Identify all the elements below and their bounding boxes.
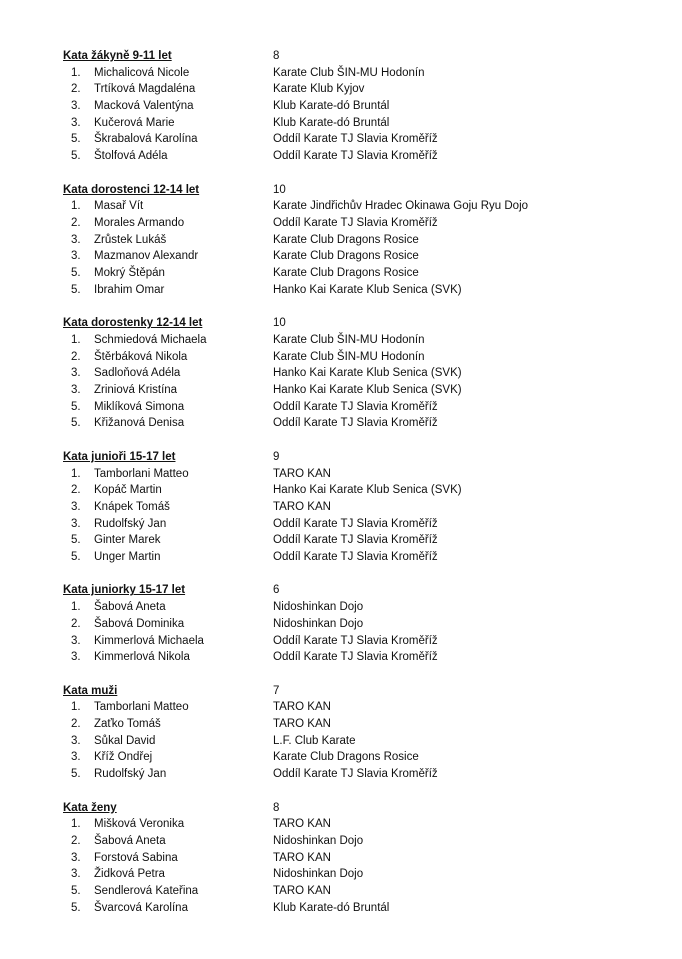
placement-rank: 1. (71, 200, 81, 213)
category-section (0, 315, 682, 432)
result-row (0, 499, 682, 516)
result-row (0, 81, 682, 98)
placement-rank: 2. (71, 83, 81, 96)
club-name: Oddíl Karate TJ Slavia Kroměříž (273, 651, 438, 664)
competitor-name: Knápek Tomáš (94, 500, 170, 513)
placement-rank: 3. (71, 868, 81, 881)
placement-rank: 5. (71, 901, 81, 914)
placement-rank: 3. (71, 383, 81, 396)
competitor-name: Zriniová Kristína (94, 383, 178, 396)
result-row (0, 749, 682, 766)
competitor-name: Schmiedová Michaela (94, 333, 207, 346)
result-row (0, 616, 682, 633)
result-row (0, 399, 682, 416)
placement-rank: 1. (71, 66, 81, 79)
result-row (0, 332, 682, 349)
result-row (0, 816, 682, 833)
placement-rank: 3. (71, 851, 81, 864)
result-row (0, 516, 682, 533)
competitor-name: Unger Martin (94, 550, 161, 563)
result-row (0, 466, 682, 483)
competitor-name: Rudolfský Jan (94, 768, 167, 781)
result-row (0, 716, 682, 733)
club-name: Nidoshinkan Dojo (273, 834, 364, 847)
placement-rank: 1. (71, 333, 81, 346)
club-name: Karate Klub Kyjov (273, 83, 365, 96)
club-name: TARO KAN (273, 718, 331, 731)
placement-rank: 3. (71, 734, 81, 747)
competitor-count: 9 (273, 450, 280, 463)
competitor-name: Forstová Sabina (94, 851, 178, 864)
competitor-name: Kučerová Marie (94, 116, 175, 129)
result-row (0, 232, 682, 249)
competitor-count: 8 (273, 50, 280, 62)
competitor-name: Kimmerlová Nikola (94, 651, 190, 664)
category-title: Kata dorostenky 12-14 let (63, 317, 203, 330)
competitor-name: Tamborlani Matteo (94, 467, 189, 480)
category-header (0, 48, 682, 65)
club-name: Nidoshinkan Dojo (273, 601, 364, 614)
result-row (0, 415, 682, 432)
placement-rank: 2. (71, 718, 81, 731)
club-name: Oddíl Karate TJ Slavia Kroměříž (273, 517, 438, 530)
result-row (0, 115, 682, 132)
result-row (0, 282, 682, 299)
placement-rank: 3. (71, 651, 81, 664)
club-name: Klub Karate-dó Bruntál (273, 116, 390, 129)
result-row (0, 248, 682, 265)
placement-rank: 3. (71, 751, 81, 764)
placement-rank: 5. (71, 150, 81, 163)
result-row (0, 699, 682, 716)
placement-rank: 5. (71, 267, 81, 280)
category-header (0, 800, 682, 817)
competitor-name: Mazmanov Alexandr (94, 250, 199, 263)
result-row (0, 900, 682, 917)
competitor-name: Křižanová Denisa (94, 417, 185, 430)
placement-rank: 3. (71, 500, 81, 513)
placement-rank: 2. (71, 350, 81, 363)
club-name: TARO KAN (273, 818, 331, 831)
placement-rank: 5. (71, 400, 81, 413)
result-row (0, 532, 682, 549)
result-row (0, 215, 682, 232)
club-name: Hanko Kai Karate Klub Senica (SVK) (273, 283, 462, 296)
placement-rank: 3. (71, 116, 81, 129)
placement-rank: 5. (71, 534, 81, 547)
placement-rank: 2. (71, 484, 81, 497)
competitor-name: Škrabalová Karolína (94, 133, 198, 146)
placement-rank: 3. (71, 517, 81, 530)
competitor-name: Švarcová Karolína (94, 901, 188, 914)
result-row (0, 198, 682, 215)
placement-rank: 5. (71, 768, 81, 781)
club-name: Klub Karate-dó Bruntál (273, 901, 390, 914)
competitor-name: Sadloňová Adéla (94, 367, 181, 380)
club-name: Hanko Kai Karate Klub Senica (SVK) (273, 383, 462, 396)
competitor-name: Michalicová Nicole (94, 66, 190, 79)
club-name: Karate Club Dragons Rosice (273, 751, 419, 764)
result-row (0, 482, 682, 499)
category-header (0, 315, 682, 332)
club-name: TARO KAN (273, 500, 331, 513)
competitor-name: Sůkal David (94, 734, 156, 747)
result-row (0, 131, 682, 148)
club-name: Nidoshinkan Dojo (273, 868, 364, 881)
club-name: Karate Club ŠIN-MU Hodonín (273, 333, 425, 346)
category-section (0, 800, 682, 917)
club-name: Karate Club ŠIN-MU Hodonín (273, 350, 425, 363)
placement-rank: 3. (71, 367, 81, 380)
competitor-name: Rudolfský Jan (94, 517, 167, 530)
competitor-name: Masař Vít (94, 200, 144, 213)
club-name: L.F. Club Karate (273, 734, 356, 747)
category-header (0, 182, 682, 199)
club-name: Oddíl Karate TJ Slavia Kroměříž (273, 550, 438, 563)
competitor-name: Štolfová Adéla (94, 150, 168, 163)
competitor-name: Macková Valentýna (94, 100, 194, 113)
result-row (0, 649, 682, 666)
competitor-count: 10 (273, 183, 286, 196)
competitor-name: Miklíková Simona (94, 400, 185, 413)
competitor-name: Mokrý Štěpán (94, 267, 165, 280)
club-name: Karate Club ŠIN-MU Hodonín (273, 66, 425, 79)
placement-rank: 3. (71, 100, 81, 113)
placement-rank: 5. (71, 417, 81, 430)
result-row (0, 866, 682, 883)
category-header (0, 683, 682, 700)
placement-rank: 1. (71, 601, 81, 614)
category-title: Kata ženy (63, 801, 117, 814)
result-row (0, 98, 682, 115)
competitor-name: Zaťko Tomáš (94, 718, 161, 731)
competitor-name: Mišková Veronika (94, 818, 185, 831)
competitor-name: Kopáč Martin (94, 484, 162, 497)
competitor-name: Židková Petra (94, 868, 165, 881)
category-title: Kata muži (63, 684, 118, 697)
placement-rank: 1. (71, 818, 81, 831)
placement-rank: 3. (71, 634, 81, 647)
result-row (0, 883, 682, 900)
competitor-count: 8 (273, 801, 280, 814)
category-title: Kata žákyně 9-11 let (63, 50, 172, 62)
competitor-name: Šabová Aneta (94, 601, 166, 614)
competitor-count: 6 (273, 584, 280, 597)
club-name: TARO KAN (273, 467, 331, 480)
club-name: TARO KAN (273, 701, 331, 714)
result-row (0, 766, 682, 783)
category-header (0, 449, 682, 466)
competitor-name: Kimmerlová Michaela (94, 634, 204, 647)
category-title: Kata dorostenci 12-14 let (63, 183, 200, 196)
club-name: Oddíl Karate TJ Slavia Kroměříž (273, 768, 438, 781)
competitor-name: Ibrahim Omar (94, 283, 165, 296)
competitor-count: 10 (273, 317, 286, 330)
category-title: Kata junioři 15-17 let (63, 450, 176, 463)
placement-rank: 5. (71, 885, 81, 898)
club-name: Hanko Kai Karate Klub Senica (SVK) (273, 484, 462, 497)
competitor-name: Morales Armando (94, 216, 185, 229)
category-section (0, 683, 682, 783)
result-row (0, 850, 682, 867)
category-section (0, 449, 682, 566)
placement-rank: 2. (71, 216, 81, 229)
competitor-name: Šabová Dominika (94, 617, 185, 630)
placement-rank: 1. (71, 467, 81, 480)
category-header (0, 582, 682, 599)
club-name: Hanko Kai Karate Klub Senica (SVK) (273, 367, 462, 380)
competitor-name: Kříž Ondřej (94, 751, 153, 764)
club-name: Oddíl Karate TJ Slavia Kroměříž (273, 417, 438, 430)
placement-rank: 2. (71, 834, 81, 847)
result-row (0, 833, 682, 850)
club-name: TARO KAN (273, 851, 331, 864)
result-row (0, 382, 682, 399)
competitor-name: Štěrbáková Nikola (94, 350, 188, 363)
competitor-name: Šabová Aneta (94, 834, 166, 847)
result-row (0, 599, 682, 616)
competitor-name: Sendlerová Kateřina (94, 885, 199, 898)
category-section (0, 48, 682, 165)
club-name: Karate Club Dragons Rosice (273, 250, 419, 263)
competitor-name: Zrůstek Lukáš (94, 233, 167, 246)
result-row (0, 148, 682, 165)
club-name: Oddíl Karate TJ Slavia Kroměříž (273, 400, 438, 413)
result-row (0, 633, 682, 650)
result-row (0, 265, 682, 282)
club-name: Nidoshinkan Dojo (273, 617, 364, 630)
club-name: Karate Club Dragons Rosice (273, 267, 419, 280)
category-section (0, 182, 682, 299)
club-name: Oddíl Karate TJ Slavia Kroměříž (273, 534, 438, 547)
result-row (0, 549, 682, 566)
club-name: Klub Karate-dó Bruntál (273, 100, 390, 113)
club-name: Karate Jindřichův Hradec Okinawa Goju Ryu Dojo (273, 200, 529, 213)
club-name: Oddíl Karate TJ Slavia Kroměříž (273, 133, 438, 146)
club-name: Oddíl Karate TJ Slavia Kroměříž (273, 216, 438, 229)
competitor-name: Trtíková Magdaléna (94, 83, 196, 96)
club-name: Karate Club Dragons Rosice (273, 233, 419, 246)
result-row (0, 365, 682, 382)
club-name: TARO KAN (273, 885, 331, 898)
placement-rank: 5. (71, 133, 81, 146)
result-row (0, 65, 682, 82)
competitor-count: 7 (273, 684, 280, 697)
result-row (0, 733, 682, 750)
placement-rank: 5. (71, 550, 81, 563)
placement-rank: 3. (71, 233, 81, 246)
club-name: Oddíl Karate TJ Slavia Kroměříž (273, 150, 438, 163)
placement-rank: 3. (71, 250, 81, 263)
placement-rank: 2. (71, 617, 81, 630)
result-row (0, 349, 682, 366)
club-name: Oddíl Karate TJ Slavia Kroměříž (273, 634, 438, 647)
category-section (0, 582, 682, 665)
placement-rank: 1. (71, 701, 81, 714)
placement-rank: 5. (71, 283, 81, 296)
competitor-name: Ginter Marek (94, 534, 161, 547)
results-document (0, 48, 682, 933)
category-title: Kata juniorky 15-17 let (63, 584, 186, 597)
competitor-name: Tamborlani Matteo (94, 701, 189, 714)
